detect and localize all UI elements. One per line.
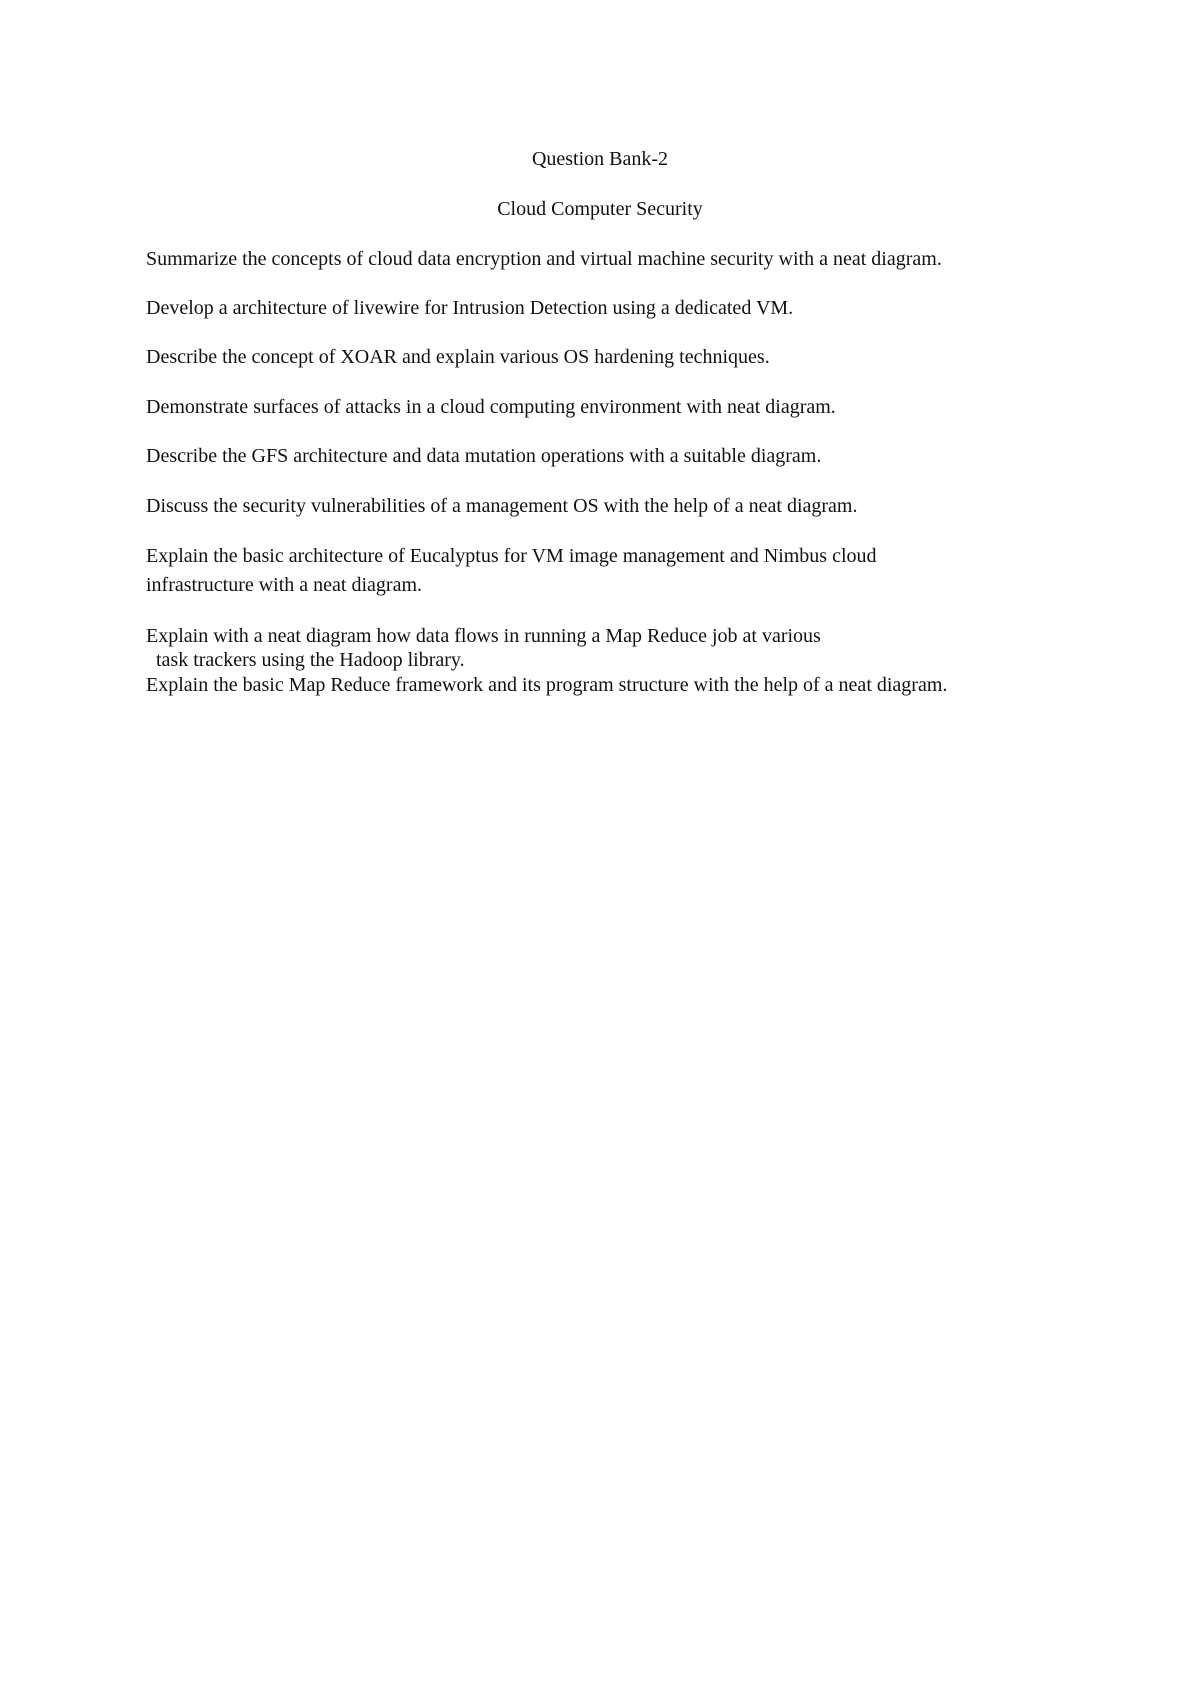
question-1: Summarize the concepts of cloud data encryption and virtual machine security with a neat diagram. bbox=[146, 248, 942, 270]
question-7: Explain the basic architecture of Eucalyptus for VM image management and Nimbus cloud infrastructure with a neat diagram. bbox=[146, 545, 877, 596]
question-2: Develop a architecture of livewire for Intrusion Detection using a dedicated VM. bbox=[146, 297, 794, 319]
question-6: Discuss the security vulnerabilities of a management OS with the help of a neat diagram. bbox=[146, 495, 858, 517]
question-3: Describe the concept of XOAR and explain various OS hardening techniques. bbox=[146, 346, 770, 368]
question-5: Describe the GFS architecture and data mutation operations with a suitable diagram. bbox=[146, 445, 822, 467]
question-8-line-2: task trackers using the Hadoop library. bbox=[156, 649, 465, 671]
question-8-line-1: Explain with a neat diagram how data flows in running a Map Reduce job at various bbox=[146, 625, 821, 647]
question-9: Explain the basic Map Reduce framework and its program structure with the help of a neat diagram. bbox=[146, 674, 948, 696]
page-title: Question Bank-2 bbox=[531, 148, 669, 170]
question-8 bbox=[146, 624, 1086, 672]
page-subtitle: Cloud Computer Security bbox=[497, 198, 703, 220]
question-4: Demonstrate surfaces of attacks in a cloud computing environment with neat diagram. bbox=[146, 396, 836, 418]
